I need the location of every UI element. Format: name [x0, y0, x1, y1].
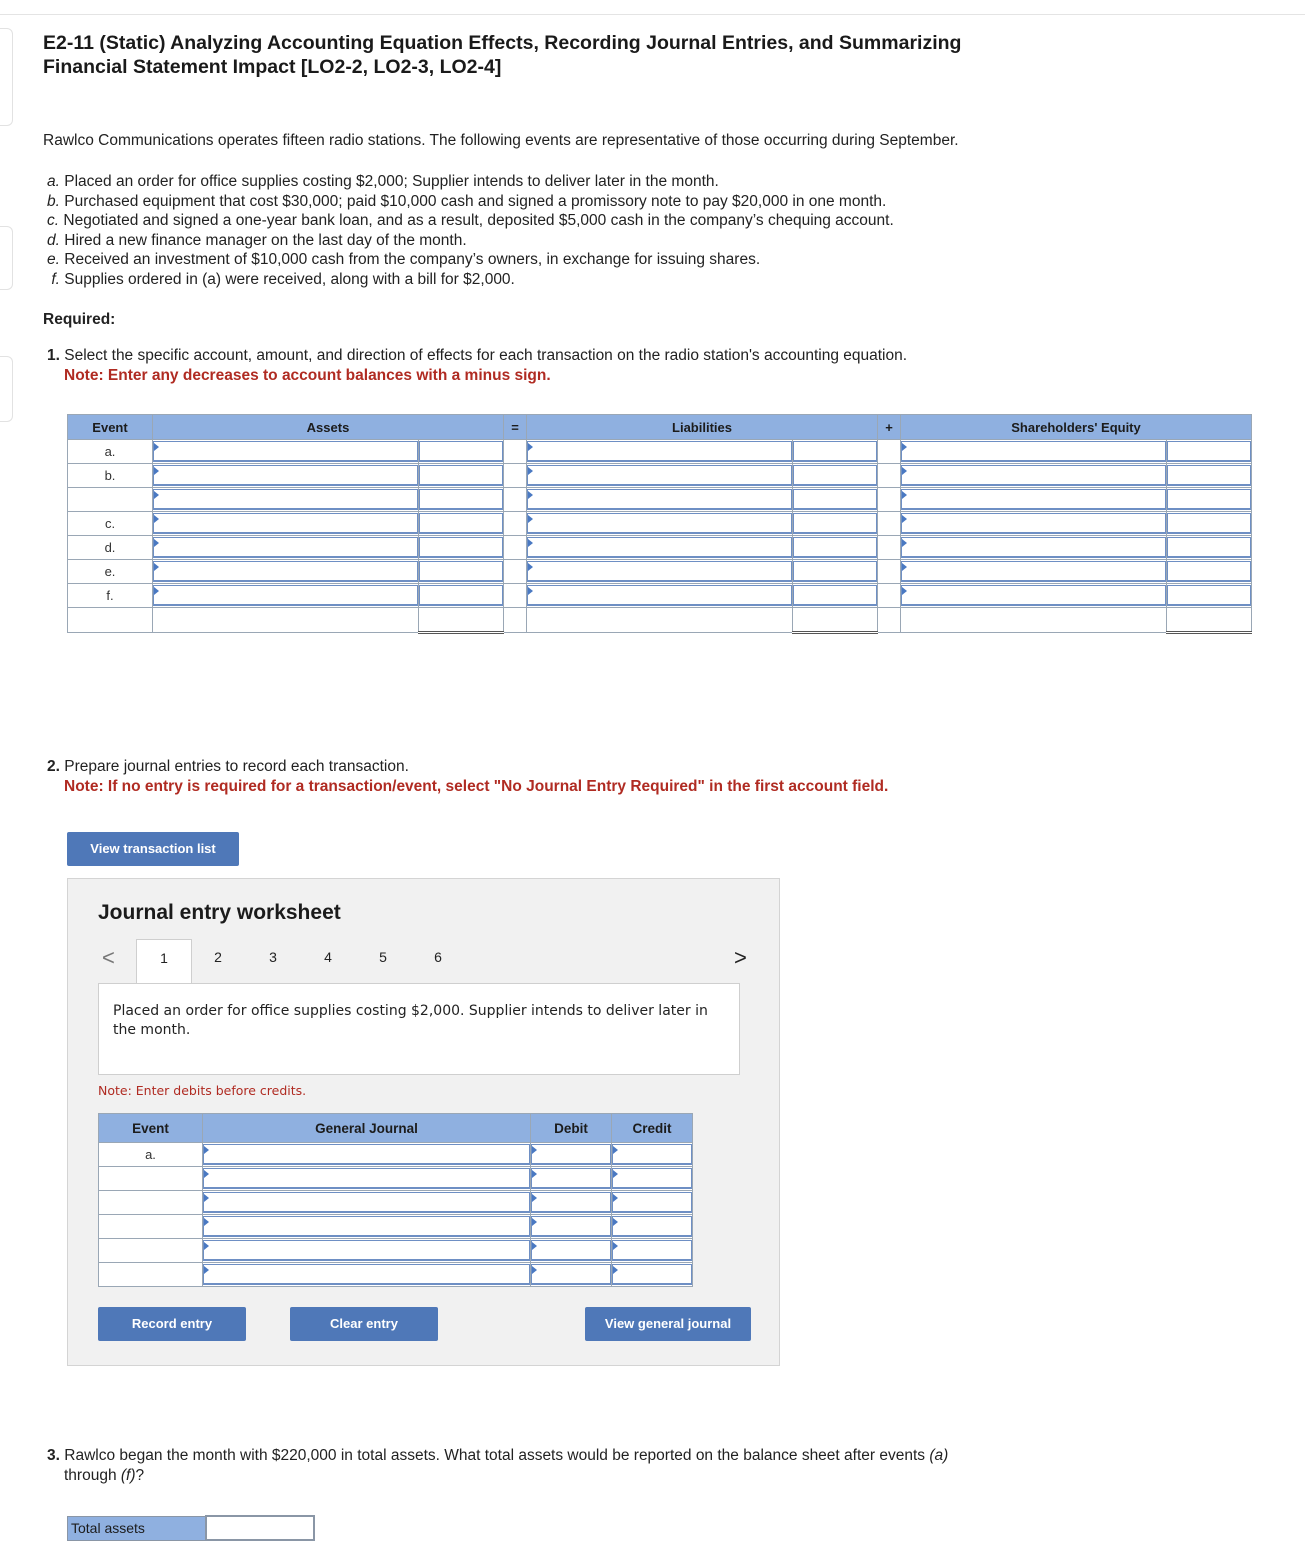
assets-amount-cell[interactable] — [419, 584, 504, 608]
assets-account-cell[interactable] — [153, 560, 419, 584]
total-assets-label: Total assets — [68, 1516, 207, 1540]
account-select[interactable] — [153, 561, 418, 582]
credit-cell[interactable] — [612, 1191, 693, 1215]
dropdown-arrow-icon — [528, 539, 533, 547]
equation-row — [68, 488, 1252, 512]
plus-spacer — [878, 584, 901, 608]
chevron-left-icon[interactable]: < — [102, 945, 115, 970]
liabilities-total-account — [527, 608, 793, 633]
journal-account-cell[interactable] — [203, 1167, 531, 1191]
dropdown-arrow-icon — [154, 491, 159, 499]
view-general-journal-button[interactable]: View general journal — [585, 1307, 751, 1341]
amount-input[interactable] — [1167, 537, 1251, 558]
plus-spacer — [878, 560, 901, 584]
amount-input[interactable] — [531, 1168, 611, 1189]
account-select[interactable] — [153, 441, 418, 462]
event-label: d. — [68, 536, 153, 560]
amount-input[interactable] — [612, 1168, 692, 1189]
liabilities-account-cell[interactable] — [527, 512, 793, 536]
credit-header: Credit — [612, 1114, 693, 1143]
top-bar — [0, 0, 1305, 15]
account-select[interactable] — [527, 489, 792, 510]
amount-input[interactable] — [793, 441, 877, 462]
amount-input[interactable] — [1167, 441, 1251, 462]
liabilities-account-cell[interactable] — [527, 488, 793, 512]
account-select[interactable] — [527, 441, 792, 462]
dropdown-arrow-icon — [204, 1170, 209, 1178]
equity-account-cell[interactable] — [901, 560, 1167, 584]
dropdown-arrow-icon — [204, 1194, 209, 1202]
liabilities-amount-cell[interactable] — [793, 536, 878, 560]
assets-account-cell[interactable] — [153, 464, 419, 488]
transaction-description: Placed an order for office supplies costing $2,000. Supplier intends to deliver later in the month. — [98, 983, 740, 1075]
dropdown-arrow-icon — [204, 1218, 209, 1226]
equity-account-cell[interactable] — [901, 488, 1167, 512]
amount-input[interactable] — [612, 1192, 692, 1213]
liabilities-account-cell[interactable] — [527, 440, 793, 464]
event-item: e. Received an investment of $10,000 cash from the company’s owners, in exchange for issuing shares. — [47, 251, 761, 268]
required-heading: Required: — [43, 311, 116, 328]
account-select[interactable] — [153, 489, 418, 510]
event-label — [68, 488, 153, 512]
equity-header: Shareholders' Equity — [901, 415, 1252, 440]
journal-row — [99, 1167, 693, 1191]
account-select[interactable] — [901, 585, 1166, 606]
equity-account-cell[interactable] — [901, 536, 1167, 560]
account-select[interactable] — [203, 1264, 530, 1285]
assets-account-cell[interactable] — [153, 512, 419, 536]
dropdown-arrow-icon — [154, 515, 159, 523]
dropdown-arrow-icon — [902, 587, 907, 595]
event-header: Event — [68, 415, 153, 440]
debit-header: Debit — [531, 1114, 612, 1143]
page-tab[interactable]: 4 — [324, 949, 332, 965]
equity-amount-cell[interactable] — [1167, 464, 1252, 488]
equals-spacer — [504, 440, 527, 464]
equation-row — [68, 536, 1252, 560]
account-select[interactable] — [203, 1240, 530, 1261]
account-select[interactable] — [901, 441, 1166, 462]
event-cell — [68, 608, 153, 633]
dropdown-arrow-icon — [204, 1242, 209, 1250]
liabilities-amount-cell[interactable] — [793, 488, 878, 512]
question-1: 1. Select the specific account, amount, and direction of effects for each transaction on the radio station's accounting equation. Note: Enter any decreases to account balances with a minus sign. — [47, 347, 908, 384]
amount-input[interactable] — [531, 1192, 611, 1213]
total-assets-input[interactable] — [207, 1518, 313, 1538]
assets-amount-cell[interactable] — [419, 560, 504, 584]
amount-input[interactable] — [531, 1216, 611, 1237]
journal-row — [99, 1215, 693, 1239]
liabilities-header: Liabilities — [527, 415, 878, 440]
dropdown-arrow-icon — [154, 467, 159, 475]
journal-account-cell[interactable] — [203, 1143, 531, 1167]
dropdown-arrow-icon — [528, 587, 533, 595]
account-select[interactable] — [901, 465, 1166, 486]
dropdown-arrow-icon — [902, 563, 907, 571]
amount-input[interactable] — [793, 465, 877, 486]
plus-spacer — [878, 440, 901, 464]
amount-input[interactable] — [419, 561, 503, 582]
plus-spacer — [878, 512, 901, 536]
view-transaction-list-button[interactable]: View transaction list — [67, 832, 239, 866]
problem-title: E2-11 (Static) Analyzing Accounting Equation Effects, Recording Journal Entries, and Summarizing Financial Statement Impact [LO2-2, LO2-3, LO2-4] — [43, 32, 962, 78]
amount-input[interactable] — [531, 1144, 611, 1165]
journal-account-header: General Journal — [203, 1114, 531, 1143]
equation-row — [68, 560, 1252, 584]
account-select[interactable] — [527, 585, 792, 606]
account-select[interactable] — [153, 513, 418, 534]
journal-event-label — [99, 1191, 203, 1215]
page-tab[interactable]: 1 — [136, 939, 192, 984]
journal-event-label — [99, 1167, 203, 1191]
page-tab[interactable]: 3 — [269, 949, 277, 965]
dropdown-arrow-icon — [902, 515, 907, 523]
assets-amount-cell[interactable] — [419, 536, 504, 560]
worksheet-pager — [98, 939, 753, 984]
liabilities-total — [793, 608, 878, 633]
page-tab[interactable]: 5 — [379, 949, 387, 965]
account-select[interactable] — [153, 537, 418, 558]
dropdown-arrow-icon — [154, 539, 159, 547]
dropdown-arrow-icon — [613, 1266, 618, 1274]
debit-cell[interactable] — [531, 1191, 612, 1215]
amount-input[interactable] — [793, 537, 877, 558]
equals-spacer — [504, 512, 527, 536]
amount-input[interactable] — [419, 441, 503, 462]
event-label: f. — [68, 584, 153, 608]
dropdown-arrow-icon — [154, 563, 159, 571]
liabilities-amount-cell[interactable] — [793, 440, 878, 464]
journal-event-header: Event — [99, 1114, 203, 1143]
liabilities-amount-cell[interactable] — [793, 464, 878, 488]
dropdown-arrow-icon — [204, 1146, 209, 1154]
liabilities-account-cell[interactable] — [527, 464, 793, 488]
dropdown-arrow-icon — [154, 443, 159, 451]
equals-spacer — [504, 488, 527, 512]
liabilities-amount-cell[interactable] — [793, 584, 878, 608]
account-select[interactable] — [527, 561, 792, 582]
amount-input[interactable] — [793, 561, 877, 582]
journal-event-label: a. — [99, 1143, 203, 1167]
equity-account-cell[interactable] — [901, 512, 1167, 536]
equation-row — [68, 440, 1252, 464]
credit-cell[interactable] — [612, 1167, 693, 1191]
plus-spacer — [878, 536, 901, 560]
journal-event-label — [99, 1239, 203, 1263]
dropdown-arrow-icon — [528, 563, 533, 571]
amount-input[interactable] — [419, 513, 503, 534]
side-tab — [0, 226, 13, 290]
debit-cell[interactable] — [531, 1263, 612, 1287]
dropdown-arrow-icon — [528, 515, 533, 523]
question-1-note: Note: Enter any decreases to account balances with a minus sign. — [64, 366, 551, 384]
question-3: 3. Rawlco began the month with $220,000 in total assets. What total assets would be reported on the balance sheet after events (a) through (f)? — [47, 1447, 949, 1484]
worksheet-title: Journal entry worksheet — [98, 901, 341, 924]
account-select[interactable] — [901, 513, 1166, 534]
equity-account-cell[interactable] — [901, 584, 1167, 608]
equals-spacer — [504, 560, 527, 584]
debit-cell[interactable] — [531, 1239, 612, 1263]
amount-input[interactable] — [793, 513, 877, 534]
event-label: b. — [68, 464, 153, 488]
dropdown-arrow-icon — [204, 1266, 209, 1274]
dropdown-arrow-icon — [532, 1170, 537, 1178]
clear-entry-button[interactable]: Clear entry — [290, 1307, 438, 1341]
intro-text: Rawlco Communications operates fifteen radio stations. The following events are representative of those occurring during September. — [43, 132, 959, 149]
event-item: f. Supplies ordered in (a) were received, along with a bill for $2,000. — [51, 270, 515, 288]
liabilities-account-cell[interactable] — [527, 560, 793, 584]
liabilities-account-cell[interactable] — [527, 536, 793, 560]
event-label: c. — [68, 512, 153, 536]
dropdown-arrow-icon — [532, 1218, 537, 1226]
assets-amount-cell[interactable] — [419, 488, 504, 512]
equity-account-cell[interactable] — [901, 464, 1167, 488]
dropdown-arrow-icon — [902, 443, 907, 451]
amount-input[interactable] — [793, 489, 877, 510]
journal-account-cell[interactable] — [203, 1239, 531, 1263]
equity-amount-cell[interactable] — [1167, 440, 1252, 464]
dropdown-arrow-icon — [528, 467, 533, 475]
equals-sign: = — [504, 415, 527, 440]
accounting-equation-table — [67, 414, 1252, 634]
account-select[interactable] — [203, 1144, 530, 1165]
dropdown-arrow-icon — [528, 443, 533, 451]
debit-cell[interactable] — [531, 1167, 612, 1191]
dropdown-arrow-icon — [613, 1146, 618, 1154]
dropdown-arrow-icon — [613, 1218, 618, 1226]
amount-input[interactable] — [419, 585, 503, 606]
journal-row — [99, 1143, 693, 1167]
liabilities-amount-cell[interactable] — [793, 560, 878, 584]
account-select[interactable] — [901, 489, 1166, 510]
journal-row — [99, 1263, 693, 1287]
equity-amount-cell[interactable] — [1167, 536, 1252, 560]
event-list — [47, 172, 894, 289]
dropdown-arrow-icon — [902, 467, 907, 475]
journal-account-cell[interactable] — [203, 1215, 531, 1239]
chevron-right-icon[interactable]: > — [734, 945, 747, 970]
event-label: a. — [68, 440, 153, 464]
amount-input[interactable] — [1167, 465, 1251, 486]
equals-spacer — [504, 536, 527, 560]
equity-amount-cell[interactable] — [1167, 584, 1252, 608]
debit-cell[interactable] — [531, 1143, 612, 1167]
account-select[interactable] — [203, 1168, 530, 1189]
amount-input[interactable] — [419, 537, 503, 558]
equity-amount-cell[interactable] — [1167, 560, 1252, 584]
assets-amount-cell[interactable] — [419, 440, 504, 464]
dropdown-arrow-icon — [613, 1170, 618, 1178]
amount-input[interactable] — [531, 1264, 611, 1285]
amount-input[interactable] — [1167, 561, 1251, 582]
journal-event-label — [99, 1215, 203, 1239]
equals-spacer — [504, 464, 527, 488]
side-tab — [0, 356, 13, 422]
dropdown-arrow-icon — [532, 1194, 537, 1202]
assets-account-cell[interactable] — [153, 536, 419, 560]
total-assets-row — [67, 1515, 315, 1541]
page-tab[interactable]: 2 — [214, 949, 222, 965]
amount-input[interactable] — [612, 1216, 692, 1237]
question-2-note: Note: If no entry is required for a transaction/event, select "No Journal Entry Required" in the first account field. — [64, 777, 889, 795]
account-select[interactable] — [153, 585, 418, 606]
assets-account-cell[interactable] — [153, 584, 419, 608]
assets-total — [419, 608, 504, 633]
amount-input[interactable] — [531, 1240, 611, 1261]
account-select[interactable] — [527, 537, 792, 558]
liabilities-account-cell[interactable] — [527, 584, 793, 608]
dropdown-arrow-icon — [902, 491, 907, 499]
equity-account-cell[interactable] — [901, 440, 1167, 464]
dropdown-arrow-icon — [613, 1194, 618, 1202]
equation-row — [68, 464, 1252, 488]
amount-input[interactable] — [793, 585, 877, 606]
dropdown-arrow-icon — [532, 1242, 537, 1250]
equity-amount-cell[interactable] — [1167, 512, 1252, 536]
debit-cell[interactable] — [531, 1215, 612, 1239]
plus-spacer — [878, 464, 901, 488]
journal-entry-worksheet — [67, 878, 780, 1366]
equation-row — [68, 512, 1252, 536]
journal-account-cell[interactable] — [203, 1263, 531, 1287]
credit-cell[interactable] — [612, 1239, 693, 1263]
amount-input[interactable] — [1167, 585, 1251, 606]
amount-input[interactable] — [612, 1144, 692, 1165]
journal-row — [99, 1191, 693, 1215]
equation-row — [68, 584, 1252, 608]
account-select[interactable] — [901, 537, 1166, 558]
assets-amount-cell[interactable] — [419, 464, 504, 488]
account-select[interactable] — [527, 465, 792, 486]
amount-input[interactable] — [419, 465, 503, 486]
question-2: 2. Prepare journal entries to record each transaction. Note: If no entry is required for a transaction/event, select "No Journal Entry Required" in the first account field. — [47, 758, 889, 795]
amount-input[interactable] — [1167, 489, 1251, 510]
equity-total-account — [901, 608, 1167, 633]
journal-event-label — [99, 1263, 203, 1287]
assets-header: Assets — [153, 415, 504, 440]
total-assets-input-cell[interactable] — [206, 1516, 314, 1540]
equity-total — [1167, 608, 1252, 633]
event-item: c. Negotiated and signed a one-year bank loan, and as a result, deposited $5,000 cash in the company’s chequing account. — [47, 212, 894, 229]
assets-total-account — [153, 608, 419, 633]
plus-sign: + — [878, 415, 901, 440]
side-tab — [0, 28, 13, 126]
journal-row — [99, 1239, 693, 1263]
dropdown-arrow-icon — [902, 539, 907, 547]
record-entry-button[interactable]: Record entry — [98, 1307, 246, 1341]
plus-spacer — [878, 488, 901, 512]
dropdown-arrow-icon — [532, 1266, 537, 1274]
credit-cell[interactable] — [612, 1215, 693, 1239]
event-item: d. Hired a new finance manager on the last day of the month. — [47, 231, 467, 249]
account-select[interactable] — [203, 1192, 530, 1213]
dropdown-arrow-icon — [528, 491, 533, 499]
account-select[interactable] — [203, 1216, 530, 1237]
worksheet-note: Note: Enter debits before credits. — [98, 1083, 307, 1098]
amount-input[interactable] — [419, 489, 503, 510]
equity-amount-cell[interactable] — [1167, 488, 1252, 512]
credit-cell[interactable] — [612, 1263, 693, 1287]
liabilities-amount-cell[interactable] — [793, 512, 878, 536]
dropdown-arrow-icon — [613, 1242, 618, 1250]
event-item: b. Purchased equipment that cost $30,000; paid $10,000 cash and signed a promissory note to pay $20,000 in one month. — [47, 192, 887, 210]
general-journal-table — [98, 1113, 693, 1287]
event-item: a. Placed an order for office supplies costing $2,000; Supplier intends to deliver later in the month. — [47, 173, 719, 190]
equals-spacer — [504, 584, 527, 608]
amount-input[interactable] — [612, 1240, 692, 1261]
assets-amount-cell[interactable] — [419, 512, 504, 536]
account-select[interactable] — [527, 513, 792, 534]
amount-input[interactable] — [1167, 513, 1251, 534]
account-select[interactable] — [901, 561, 1166, 582]
dropdown-arrow-icon — [154, 587, 159, 595]
assets-account-cell[interactable] — [153, 488, 419, 512]
page-tab[interactable]: 6 — [434, 949, 442, 965]
amount-input[interactable] — [612, 1264, 692, 1285]
journal-account-cell[interactable] — [203, 1191, 531, 1215]
assets-account-cell[interactable] — [153, 440, 419, 464]
event-label: e. — [68, 560, 153, 584]
credit-cell[interactable] — [612, 1143, 693, 1167]
dropdown-arrow-icon — [532, 1146, 537, 1154]
account-select[interactable] — [153, 465, 418, 486]
